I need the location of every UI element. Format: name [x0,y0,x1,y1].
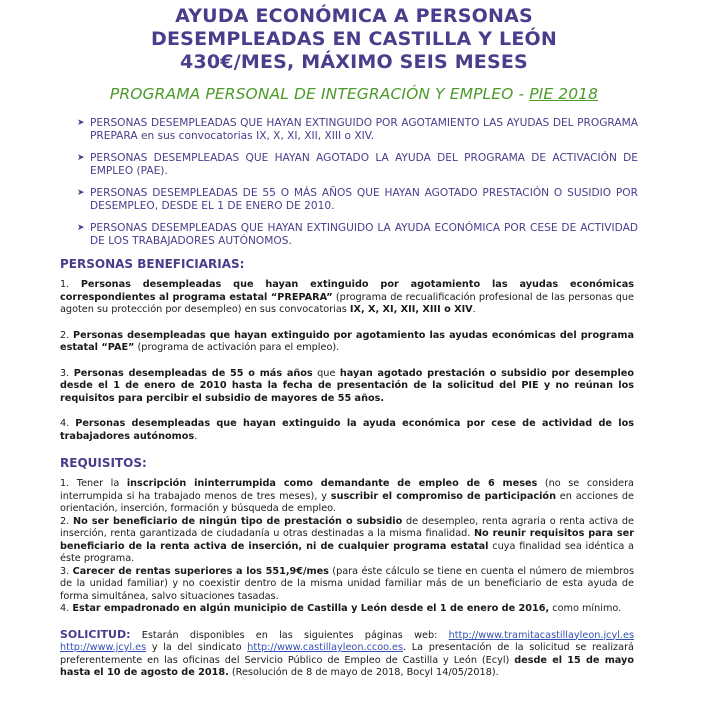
requisitos-heading: REQUISITOS: [60,456,147,470]
bullet-item: ➤ PERSONAS DESEMPLEADAS QUE HAYAN AGOTADO LA AYUDA DEL PROGRAMA DE ACTIVACIÓN DE EMPLEO (PAE). [77,152,638,177]
program-subtitle [0,85,708,103]
requisito-item-1: 1. Tener la inscripción ininterrumpida como demandante de empleo de 6 meses (no se considera interrumpida si ha trabajado menos de tres meses), y suscribir el compromiso de participación en acciones de orientación, inserción, formación y búsqueda de empleo. [60,478,634,514]
eligibility-bullet-list [0,117,708,248]
arrow-bullet-icon: ➤ [77,153,85,163]
bullet-item: ➤ PERSONAS DESEMPLEADAS QUE HAYAN EXTINGUIDO LA AYUDA ECONÓMICA POR CESE DE ACTIVIDAD DE LOS TRABAJADORES AUTÓNOMOS. [77,222,638,247]
title-line-3: 430€/MES, MÁXIMO SEIS MESES [180,51,528,73]
arrow-bullet-icon: ➤ [77,223,85,233]
solicitud-heading: SOLICITUD: [60,627,131,641]
tramita-link[interactable]: http://www.tramitacastillayleon.jcyl.es [448,629,634,641]
requisito-item-4: 4. Estar empadronado en algún municipio de Castilla y León desde el 1 de enero de 2016, como mínimo. [60,603,622,614]
beneficiarias-heading: PERSONAS BENEFICIARIAS: [60,257,245,271]
beneficiaria-item-4: 4. Personas desempleadas que hayan extinguido la ayuda económica por cese de actividad de los trabajadores autónomos. [60,418,634,442]
arrow-bullet-icon: ➤ [77,188,85,198]
bullet-item: ➤ PERSONAS DESEMPLEADAS QUE HAYAN EXTINGUIDO POR AGOTAMIENTO LAS AYUDAS DEL PROGRAMA PREPARA en sus convocatorias IX, X, XI, XII, XIII o XIV. [77,117,638,142]
subtitle-pie-link: PIE 2018 [529,85,599,103]
bullet-item: ➤ PERSONAS DESEMPLEADAS DE 55 O MÁS AÑOS QUE HAYAN AGOTADO PRESTACIÓN O SUSIDIO POR DESEMPLEO, DESDE EL 1 DE ENERO DE 2010. [77,187,638,212]
requisito-item-3: 3. Carecer de rentas superiores a los 551,9€/mes (para éste cálculo se tiene en cuenta el número de miembros de la unidad familiar) y no coexistir dentro de la misma unidad familiar más de un beneficiario de esta ayuda de forma simultánea, salvo situaciones tasadas. [60,565,634,602]
title-line-1: AYUDA ECONÓMICA A PERSONAS [175,5,533,27]
subtitle-text: PROGRAMA PERSONAL DE INTEGRACIÓN Y EMPLEO - [109,85,530,103]
document-title [0,5,708,74]
title-line-2: DESEMPLEADAS EN CASTILLA Y LEÓN [151,28,557,50]
beneficiaria-item-3: 3. Personas desempleadas de 55 o más años que hayan agotado prestación o subsidio por desempleo desde el 1 de enero de 2010 hasta la fecha de presentación de la solicitud del PIE y no reúnan los requisitos para percibir el subsidio de mayores de 55 años. [60,367,634,404]
beneficiaria-item-1: 1. Personas desempleadas que hayan extinguido por agotamiento las ayudas económicas correspondientes al programa estatal “PREPARA” (programa de recualificación profesional de las personas que agoten su protección por desempleo) en sus convocatorias IX, X, XI, XII, XIII o XIV. [60,279,634,315]
arrow-bullet-icon: ➤ [77,118,85,128]
requisito-item-2: 2. No ser beneficiario de ningún tipo de prestación o subsidio de desempleo, renta agraria o renta activa de inserción, renta garantizada de ciudadanía u otras destinadas a la misma finalidad. No reunir requisitos para ser beneficiario de la renta activa de inserción, ni de cualquier programa estatal cuya finalidad sea idéntica a éste programa. [60,515,634,564]
beneficiaria-item-2: 2. Personas desempleadas que hayan extinguido por agotamiento las ayudas económicas del programa estatal “PAE” (programa de activación para el empleo). [60,329,634,353]
ccoo-link[interactable]: http://www.castillayleon.ccoo.es [247,642,403,653]
jcyl-link[interactable]: http://www.jcyl.es [60,642,147,653]
solicitud-paragraph: SOLICITUD: Estarán disponibles en las siguientes páginas web: http://www.tramitacastillayleon.jcyl.es http://www.jcyl.es y la del sindicato http://www.castillayleon.ccoo.es. La presentación de la solicitud se realizará preferentemente en las oficinas del Servicio Público de Empleo de Castilla y León (Ecyl) desde el 15 de mayo hasta el 10 de agosto de 2018. (Resolución de 8 de mayo de 2018, Bocyl 14/05/2018). [60,627,634,678]
